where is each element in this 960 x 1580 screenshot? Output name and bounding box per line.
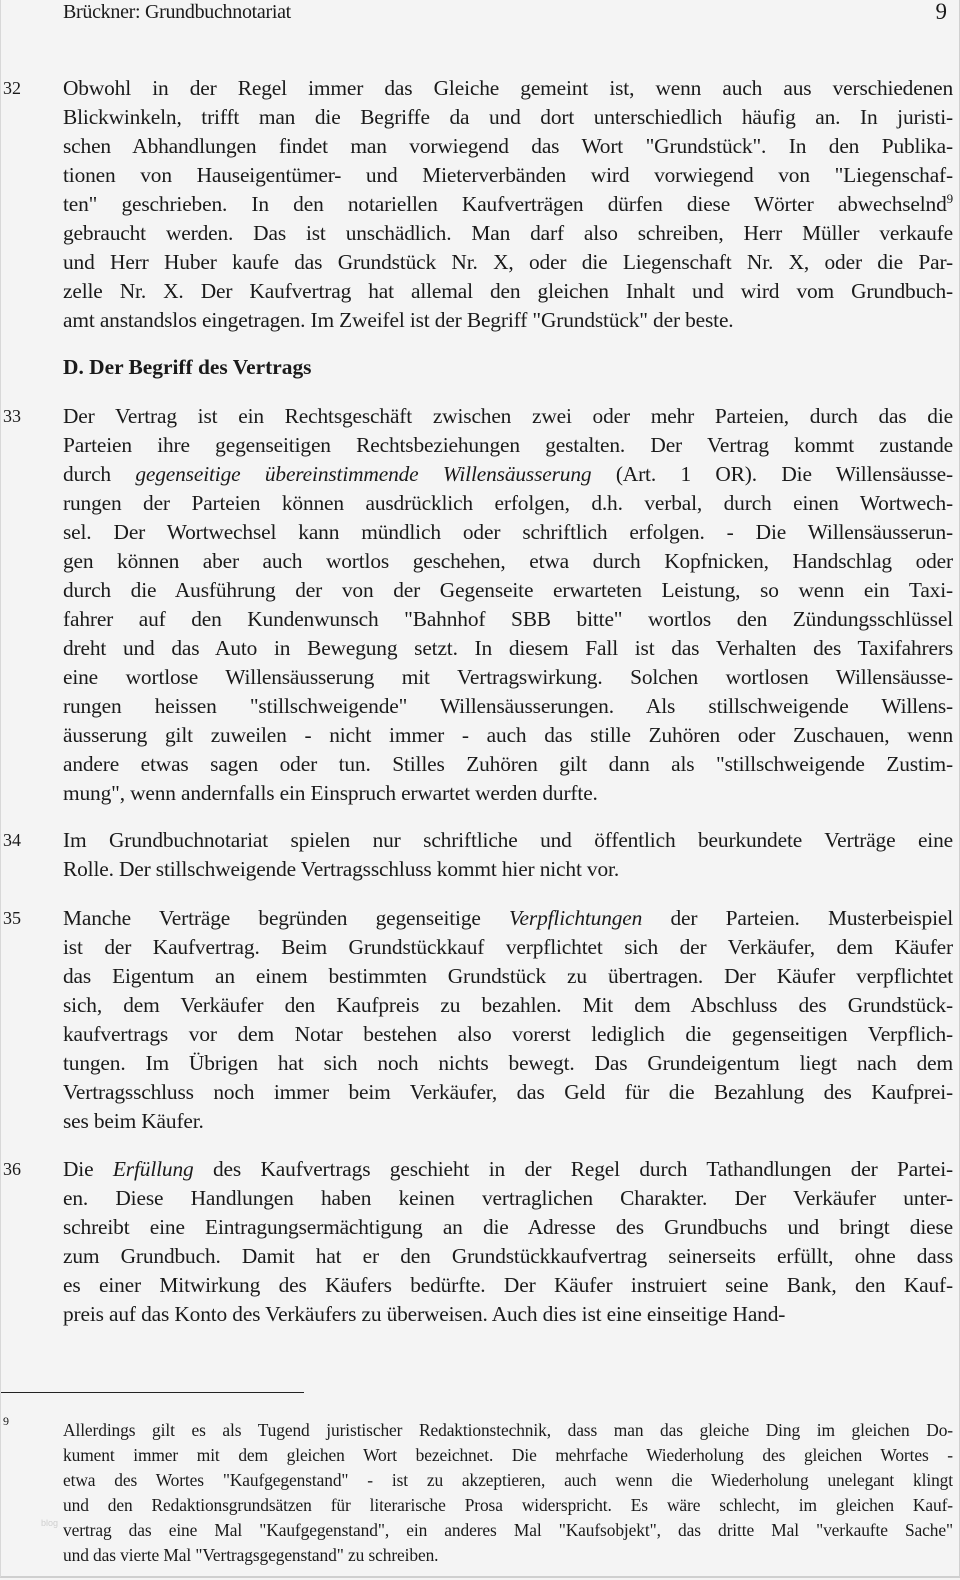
section-heading: D. Der Begriff des Vertrags xyxy=(63,355,312,379)
watermark: blog xyxy=(41,1518,59,1528)
paragraph-35 xyxy=(63,904,953,1136)
paragraph-34 xyxy=(63,826,953,884)
text-line: mung", wenn andernfalls ein Einspruch erwartet werden durfte. xyxy=(63,781,598,805)
text-line: dreht und das Auto in Bewegung setzt. In diesem Fall ist das Verhalten des Taxifahrers xyxy=(63,636,953,660)
text-line: amt anstandslos eingetragen. Im Zweifel ist der Begriff "Grundstück" der beste. xyxy=(63,308,734,332)
text-line: Vertragsschluss noch immer beim Verkäufer, das Geld für die Bezahlung des Kaufprei- xyxy=(63,1080,953,1104)
paragraph-36 xyxy=(63,1155,953,1329)
running-header xyxy=(63,0,947,24)
margin-number: 32 xyxy=(3,78,21,98)
margin-number: 34 xyxy=(3,830,21,850)
page-number: 9 xyxy=(935,0,947,24)
text-line: preis auf das Konto des Verkäufers zu überweisen. Auch dies ist eine einseitige Hand- xyxy=(63,1302,786,1326)
text-line: es einer Mitwirkung des Käufers bedürfte. Der Käufer instruiert seine Bank, den Kauf- xyxy=(63,1273,953,1297)
text-line: zelle Nr. X. Der Kaufvertrag hat allemal den gleichen Inhalt und wird vom Grundbuch- xyxy=(63,279,953,303)
text-line: sich, dem Verkäufer den Kaufpreis zu bezahlen. Mit dem Abschluss des Grundstück- xyxy=(63,993,953,1017)
text-line: durch die Ausführung der von der Gegenseite erwarteten Leistung, so wenn ein Taxi- xyxy=(63,578,953,602)
footnote-line: und das vierte Mal "Vertragsgegenstand" zu schreiben. xyxy=(63,1545,439,1565)
footnote-9 xyxy=(63,1418,953,1568)
text-line: durch gegenseitige übereinstimmende Willensäusserung (Art. 1 OR). Die Willensäusse- xyxy=(63,462,953,486)
text-line: Die Erfüllung des Kaufvertrags geschieht in der Regel durch Tathandlungen der Partei- xyxy=(63,1157,953,1181)
text-line: Blickwinkeln, trifft man die Begriffe da und dort unterschiedlich häufig an. In juristi- xyxy=(63,105,953,129)
footnote-mark: 9 xyxy=(3,1414,9,1428)
text-line: Der Vertrag ist ein Rechtsgeschäft zwischen zwei oder mehr Parteien, durch das die xyxy=(63,404,953,428)
text-line: Manche Verträge begründen gegenseitige Verpflichtungen der Parteien. Musterbeispiel xyxy=(63,906,954,930)
margin-number: 35 xyxy=(3,908,21,928)
text-line: gen können aber auch wortlos geschehen, etwa durch Kopfnicken, Handschlag oder xyxy=(63,549,953,573)
text-line: rungen der Parteien können ausdrücklich erfolgen, d.h. verbal, durch einen Wortwech- xyxy=(63,491,953,515)
book-title: Brückner: Grundbuchnotariat xyxy=(63,1,291,23)
text-line: gebraucht werden. Das ist unschädlich. Man darf also schreiben, Herr Müller verkaufe xyxy=(63,221,953,245)
text-line: ses beim Käufer. xyxy=(63,1109,204,1133)
text-line: Im Grundbuchnotariat spielen nur schriftliche und öffentlich beurkundete Verträge eine xyxy=(63,828,953,852)
text-line: ist der Kaufvertrag. Beim Grundstückkauf verpflichtet sich der Verkäufer, dem Käufer xyxy=(63,935,953,959)
footnote-line: Allerdings gilt es als Tugend juristischer Redaktionstechnik, dass man das gleiche Ding im gleichen Do- xyxy=(63,1420,953,1440)
text-line: zum Grundbuch. Damit hat er den Grundstückkaufvertrag seinerseits erfüllt, ohne dass xyxy=(63,1244,953,1268)
text-line: sel. Der Wortwechsel kann mündlich oder schriftlich erfolgen. - Die Willensäusserun- xyxy=(63,520,953,544)
text-line: rungen heissen "stillschweigende" Willensäusserungen. Als stillschweigende Willens- xyxy=(63,694,953,718)
text-line: Obwohl in der Regel immer das Gleiche gemeint ist, wenn auch aus verschiedenen xyxy=(63,76,953,100)
margin-number: 33 xyxy=(3,406,21,426)
text-line: kaufvertrags vor dem Notar bestehen also vorerst lediglich die gegenseitigen Verpflich- xyxy=(63,1022,953,1046)
margin-number: 36 xyxy=(3,1159,21,1179)
footnote-separator xyxy=(1,1392,304,1393)
footnote-line: vertrag das eine Mal "Kaufgegenstand", ein anderes Mal "Kaufsobjekt", das dritte Mal "verkaufte Sache" xyxy=(63,1520,953,1540)
text-line: und Herr Huber kaufe das Grundstück Nr. X, oder die Liegenschaft Nr. X, oder die Par- xyxy=(63,250,953,274)
text-line: en. Diese Handlungen haben keinen vertraglichen Charakter. Der Verkäufer unter- xyxy=(63,1186,953,1210)
text-line: schen Abhandlungen findet man vorwiegend das Wort "Grundstück". In den Publika- xyxy=(63,134,953,158)
text-line: äusserung gilt zuweilen - nicht immer - auch das stille Zuhören oder Zuschauen, wenn xyxy=(63,723,953,747)
paragraph-33 xyxy=(63,402,953,808)
text-line: tionen von Hauseigentümer- und Mieterverbänden wird vorwiegend von "Liegenschaf- xyxy=(63,163,953,187)
text-line: Rolle. Der stillschweigende Vertragsschluss kommt hier nicht vor. xyxy=(63,857,620,881)
paragraph-32 xyxy=(63,74,953,335)
text-line: tungen. Im Übrigen hat sich noch nichts bewegt. Das Grundeigentum liegt nach dem xyxy=(63,1051,953,1075)
text-line: eine wortlose Willensäusserung mit Vertragswirkung. Solchen wortlosen Willensäusse- xyxy=(63,665,953,689)
footnote-line: und den Redaktionsgrundsätzen für literarische Prosa widerspricht. Es wäre schlecht, im gleichen Kauf- xyxy=(63,1495,953,1515)
footnote-line: etwa des Wortes "Kaufgegenstand" - ist zu akzeptieren, auch wenn die Wiederholung unelegant klingt xyxy=(63,1470,953,1490)
footnote-reference[interactable]: 9 xyxy=(946,191,953,206)
text-line: das Eigentum an einem bestimmten Grundstück zu übertragen. Der Käufer verpflichtet xyxy=(63,964,953,988)
text-line: schreibt eine Eintragungsermächtigung an die Adresse des Grundbuchs und bringt diese xyxy=(63,1215,953,1239)
footnote-line: kument immer mit dem gleichen Wort bezeichnet. Die mehrfache Wiederholung des gleichen Wortes - xyxy=(63,1445,953,1465)
text-line: andere etwas sagen oder tun. Stilles Zuhören gilt dann als "stillschweigende Zustim- xyxy=(63,752,953,776)
text-line: ten" geschrieben. In den notariellen Kaufverträgen dürfen diese Wörter abwechselnd$^9$ xyxy=(63,191,953,216)
text-line: fahrer auf den Kundenwunsch "Bahnhof SBB bitte" wortlos den Zündungsschlüssel xyxy=(63,607,953,631)
text-line: Parteien ihre gegenseitigen Rechtsbeziehungen gestalten. Der Vertrag kommt zustande xyxy=(63,433,953,457)
